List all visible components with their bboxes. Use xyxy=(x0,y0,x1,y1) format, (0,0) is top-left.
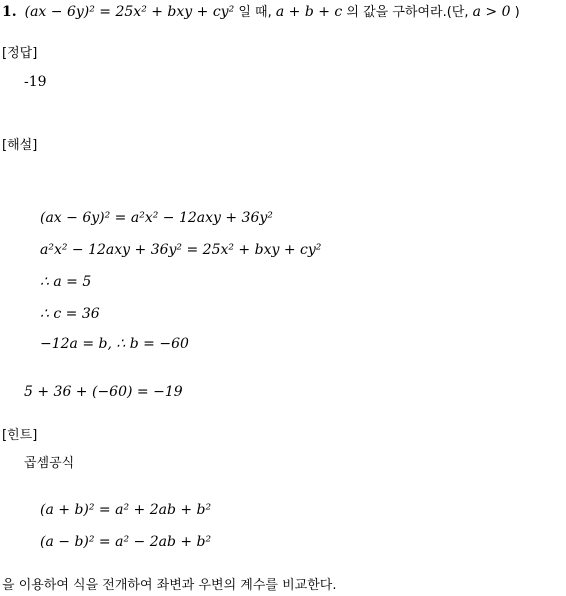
solution-line-3: ∴ a = 5 xyxy=(40,274,92,290)
solution-final: 5 + 36 + (−60) = −19 xyxy=(24,384,183,400)
question-number: 1. xyxy=(2,4,17,20)
solution-header: [해설] xyxy=(2,138,38,153)
solution-line-4: ∴ c = 36 xyxy=(40,306,100,322)
question-equation: (ax − 6y)² = 25x² + bxy + cy² xyxy=(24,4,235,20)
answer-value: -19 xyxy=(24,74,47,90)
hint-formula-2: (a − b)² = a² − 2ab + b² xyxy=(40,534,212,550)
hint-tail: 을 이용하여 식을 전개하여 좌변과 우변의 계수를 비교한다. xyxy=(2,578,337,593)
solution-line-5: −12a = b, ∴ b = −60 xyxy=(40,336,189,352)
solution-line-1: (ax − 6y)² = a²x² − 12axy + 36y² xyxy=(40,210,273,226)
question-line xyxy=(2,2,520,23)
question-sum-expression: a + b + c xyxy=(275,4,343,20)
hint-title: 곱셈공식 xyxy=(24,456,75,471)
solution-line-2: a²x² − 12axy + 36y² = 25x² + bxy + cy² xyxy=(40,242,322,258)
question-condition: a > 0 xyxy=(472,4,511,20)
question-text-end: 의 값을 구하여라.(단, xyxy=(342,5,473,20)
question-close: ) xyxy=(510,5,520,20)
hint-header: [힌트] xyxy=(2,428,38,443)
hint-formula-1: (a + b)² = a² + 2ab + b² xyxy=(40,502,212,518)
answer-header: [정답] xyxy=(2,46,38,61)
question-text-mid: 일 때, xyxy=(234,5,276,20)
